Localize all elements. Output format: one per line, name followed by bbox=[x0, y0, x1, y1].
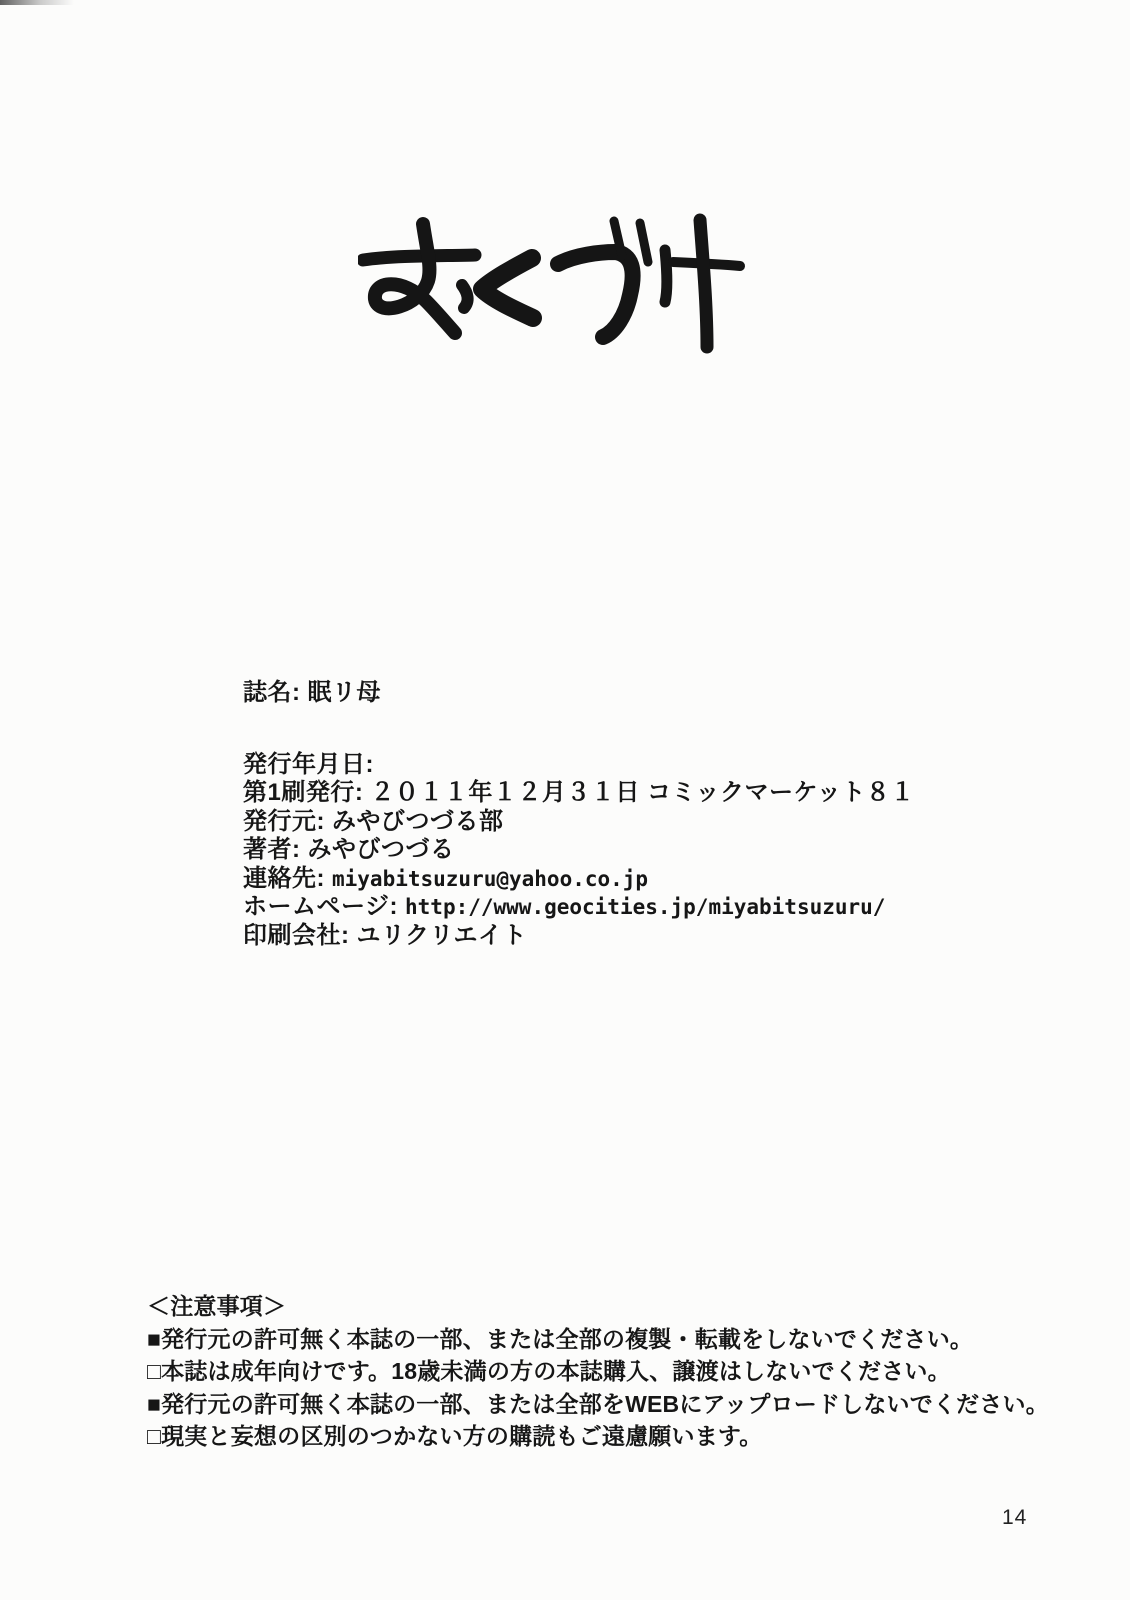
colophon-label: 連絡先: bbox=[243, 864, 325, 892]
colophon-line-contact bbox=[243, 865, 915, 894]
notice-item: ■発行元の許可無く本誌の一部、または全部の複製・転載をしないでください。 bbox=[147, 1325, 974, 1352]
colophon-label: ホームページ: bbox=[243, 893, 399, 920]
colophon-label: 第1刷発行: bbox=[243, 779, 364, 806]
scan-artifact bbox=[0, 0, 74, 5]
colophon-label: 発行年月日: bbox=[243, 750, 374, 778]
colophon-block bbox=[243, 679, 915, 950]
notice-item: □本誌は成年向けです。18歳未満の方の本誌購入、譲渡はしないでください。 bbox=[147, 1358, 951, 1384]
colophon-line-publisher bbox=[243, 808, 915, 837]
notice-item: ■発行元の許可無く本誌の一部、または全部をWEBにアップロードしないでください。 bbox=[147, 1390, 1049, 1417]
okuzuke-calligraphy-drawing bbox=[358, 206, 748, 358]
colophon-line-title bbox=[243, 679, 915, 708]
homepage-url: http://www.geocities.jp/miyabitsuzuru/ bbox=[405, 895, 886, 919]
colophon-value: ユリクリエイト bbox=[356, 921, 528, 949]
colophon-label: 著者: bbox=[243, 836, 301, 863]
notice-item: □現実と妄想の区別のつかない方の購読もご遠慮願います。 bbox=[147, 1423, 763, 1449]
colophon-line-homepage bbox=[243, 893, 915, 922]
page-number: 14 bbox=[1002, 1506, 1028, 1529]
colophon-label: 印刷会社: bbox=[243, 921, 350, 949]
okuzuke-title bbox=[358, 206, 748, 358]
colophon-line-printer bbox=[243, 922, 915, 951]
colophon-value: みやびつづる bbox=[307, 836, 455, 863]
contact-email: miyabitsuzuru@yahoo.co.jp bbox=[332, 866, 649, 891]
notices-heading: ＜注意事項＞ bbox=[147, 1293, 287, 1319]
colophon-label: 発行元: bbox=[243, 807, 325, 835]
colophon-label: 誌名: bbox=[243, 679, 301, 706]
colophon-value: ２０１１年１２月３１日 コミックマーケット８１ bbox=[370, 779, 915, 806]
colophon-value: みやびつづる部 bbox=[332, 807, 504, 835]
colophon-line-date-heading bbox=[243, 751, 915, 780]
colophon-line-first-printing bbox=[243, 779, 915, 808]
colophon-line-author bbox=[243, 836, 915, 865]
colophon-value: 眠リ母 bbox=[307, 679, 381, 706]
notices-block bbox=[147, 1290, 1049, 1453]
